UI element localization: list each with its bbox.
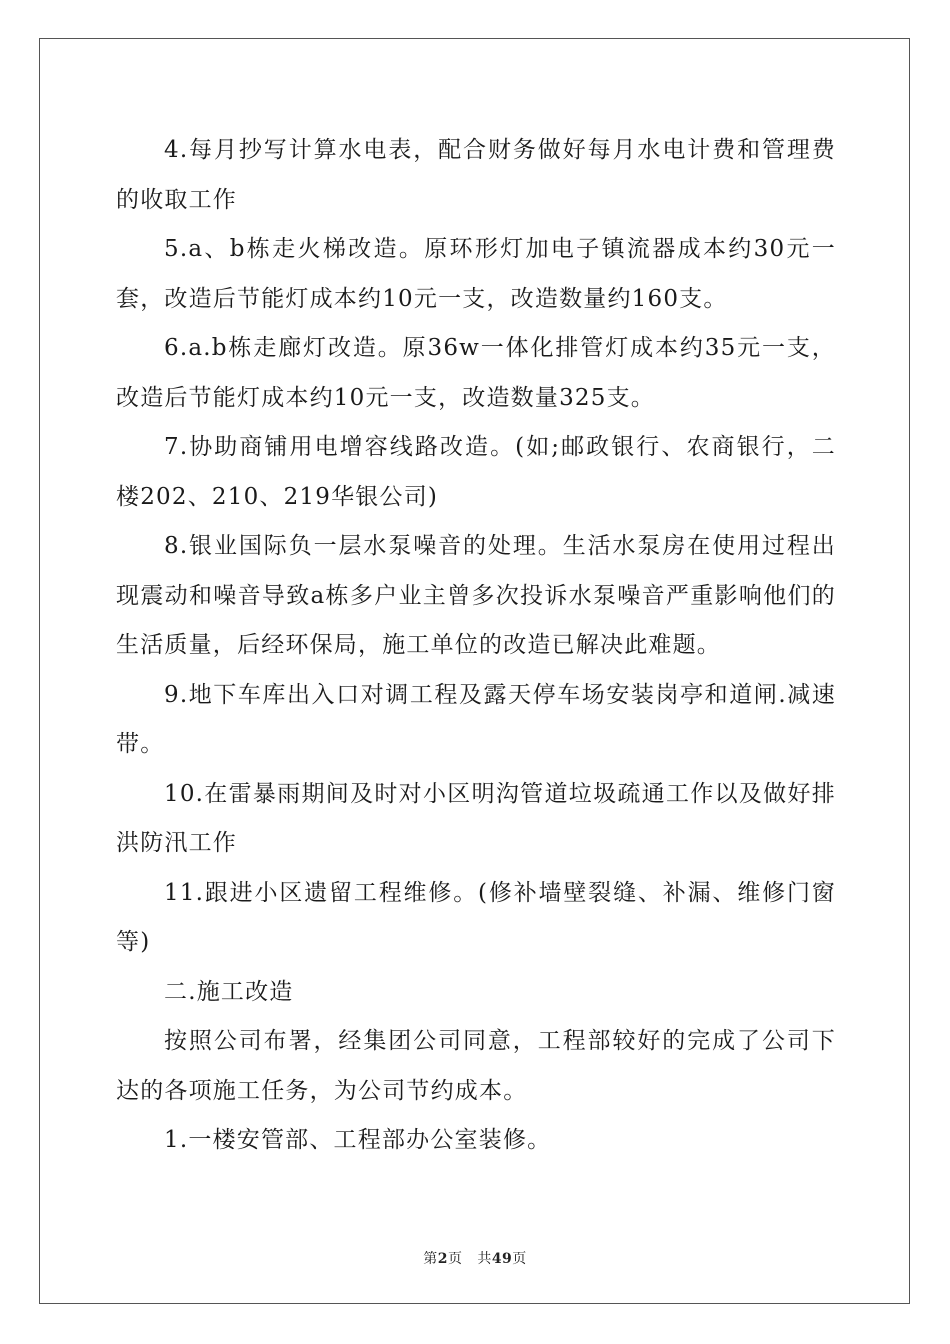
footer-total-pages: 49 (491, 1251, 513, 1267)
paragraph-item-8: 8.银业国际负一层水泵噪音的处理。生活水泵房在使用过程出现震动和噪音导致a栋多户业主曾多次投诉水泵噪音严重影响他们的生活质量，后经环保局，施工单位的改造已解决此难题。 (116, 533, 836, 658)
paragraph-item-6: 6.a.b栋走廊灯改造。原36w一体化排管灯成本约35元一支，改造后节能灯成本约10元一支，改造数量325支。 (116, 335, 836, 411)
footer-prefix: 第 (423, 1251, 438, 1267)
paragraph-item-4: 4.每月抄写计算水电表，配合财务做好每月水电计费和管理费的收取工作 (116, 137, 836, 213)
section-heading: 二.施工改造 (164, 978, 294, 1005)
paragraph-item-5: 5.a、b栋走火梯改造。原环形灯加电子镇流器成本约30元一套，改造后节能灯成本约10元一支，改造数量约160支。 (116, 236, 836, 312)
section-item-1: 1.一楼安管部、工程部办公室装修。 (164, 1127, 552, 1153)
paragraph-item-10: 10.在雷暴雨期间及时对小区明沟管道垃圾疏通工作以及做好排洪防汛工作 (116, 780, 836, 856)
page-footer (0, 1248, 950, 1268)
footer-page-number: 2 (437, 1251, 448, 1267)
footer-total-suffix: 页 (512, 1251, 527, 1267)
paragraph-item-7: 7.协助商铺用电增容线路改造。(如;邮政银行、农商银行，二楼202、210、219华银公司) (116, 434, 836, 510)
footer-page-suffix: 页 (447, 1251, 463, 1267)
document-body (116, 126, 836, 1166)
section-intro-paragraph: 按照公司布署，经集团公司同意，工程部较好的完成了公司下达的各项施工任务，为公司节约成本。 (116, 1028, 836, 1104)
paragraph-item-11: 11.跟进小区遗留工程维修。(修补墙壁裂缝、补漏、维修门窗等) (116, 879, 836, 955)
footer-total-prefix: 共 (477, 1251, 492, 1267)
paragraph-item-9: 9.地下车库出入口对调工程及露天停车场安装岗亭和道闸.减速带。 (116, 681, 836, 757)
